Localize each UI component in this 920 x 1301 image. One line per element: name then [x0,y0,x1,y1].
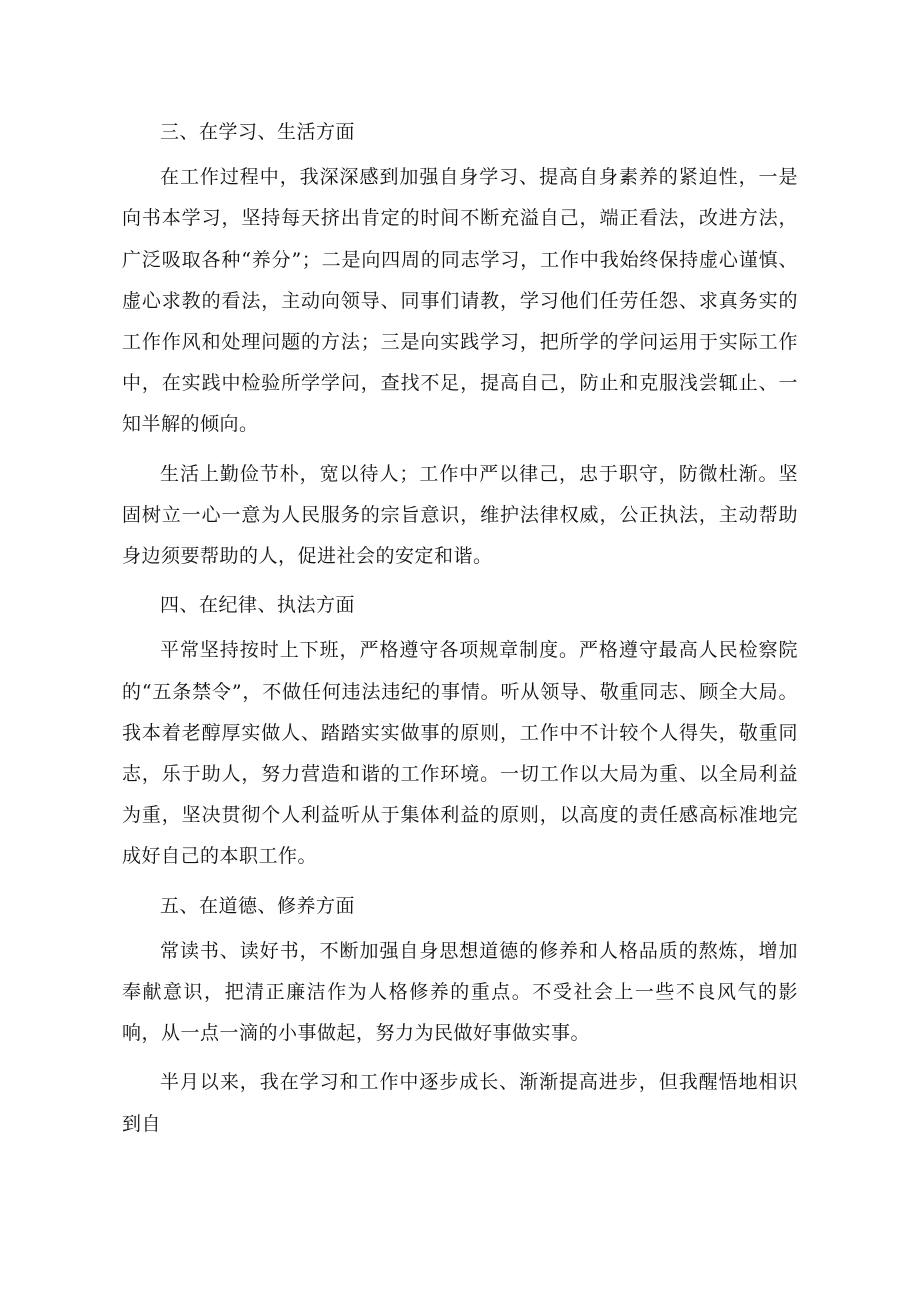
section-heading-morality: 五、在道德、修养方面 [160,894,356,917]
section-heading-study-life: 三、在学习、生活方面 [160,121,356,143]
paragraph-summary: 半月以来，我在学习和工作中逐步成长、渐渐提高进步，但我醒悟地相识到自 [122,1071,798,1135]
section-heading-discipline: 四、在纪律、执法方面 [160,594,356,617]
paragraph-life: 生活上勤俭节朴，宽以待人；工作中严以律己，忠于职守，防微杜渐。坚固树立一心一意为人民服务的宗旨意识，维护法律权威，公正执法，主动帮助身边须要帮助的人，促进社会的安定和谐。 [122,462,798,568]
paragraph-morality: 常读书、读好书，不断加强自身思想道德的修养和人格品质的熬炼，增加奉献意识，把清正廉洁作为人格修养的重点。不受社会上一些不良风气的影响，从一点一滴的小事做起，努力为民做好事做实事。 [122,939,798,1045]
paragraph-discipline: 平常坚持按时上下班，严格遵守各项规章制度。严格遵守最高人民检察院的“五条禁令”，不做任何违法违纪的事情。听从领导、敬重同志、顾全大局。我本着老醇厚实做人、踏踏实实做事的原则，工作中不计较个人得失，敬重同志，乐于助人，努力营造和谐的工作环境。一切工作以大局为重、以全局利益为重，坚决贯彻个人利益听从于集体利益的原则，以高度的责任感高标准地完成好自己的本职工作。 [122,639,798,868]
paragraph-study: 在工作过程中，我深深感到加强自身学习、提高自身素养的紧迫性，一是向书本学习，坚持每天挤出肯定的时间不断充溢自己，端正看法，改进方法，广泛吸取各种“养分”；二是向四周的同志学习，工作中我始终保持虚心谨慎、虚心求教的看法，主动向领导、同事们请教，学习他们任劳任怨、求真务实的工作作风和处理问题的方法；三是向实践学习，把所学的学问运用于实际工作中，在实践中检验所学学问，查找不足，提高自己，防止和克服浅尝辄止、一知半解的倾向。 [122,166,798,436]
document-body [122,112,798,1145]
